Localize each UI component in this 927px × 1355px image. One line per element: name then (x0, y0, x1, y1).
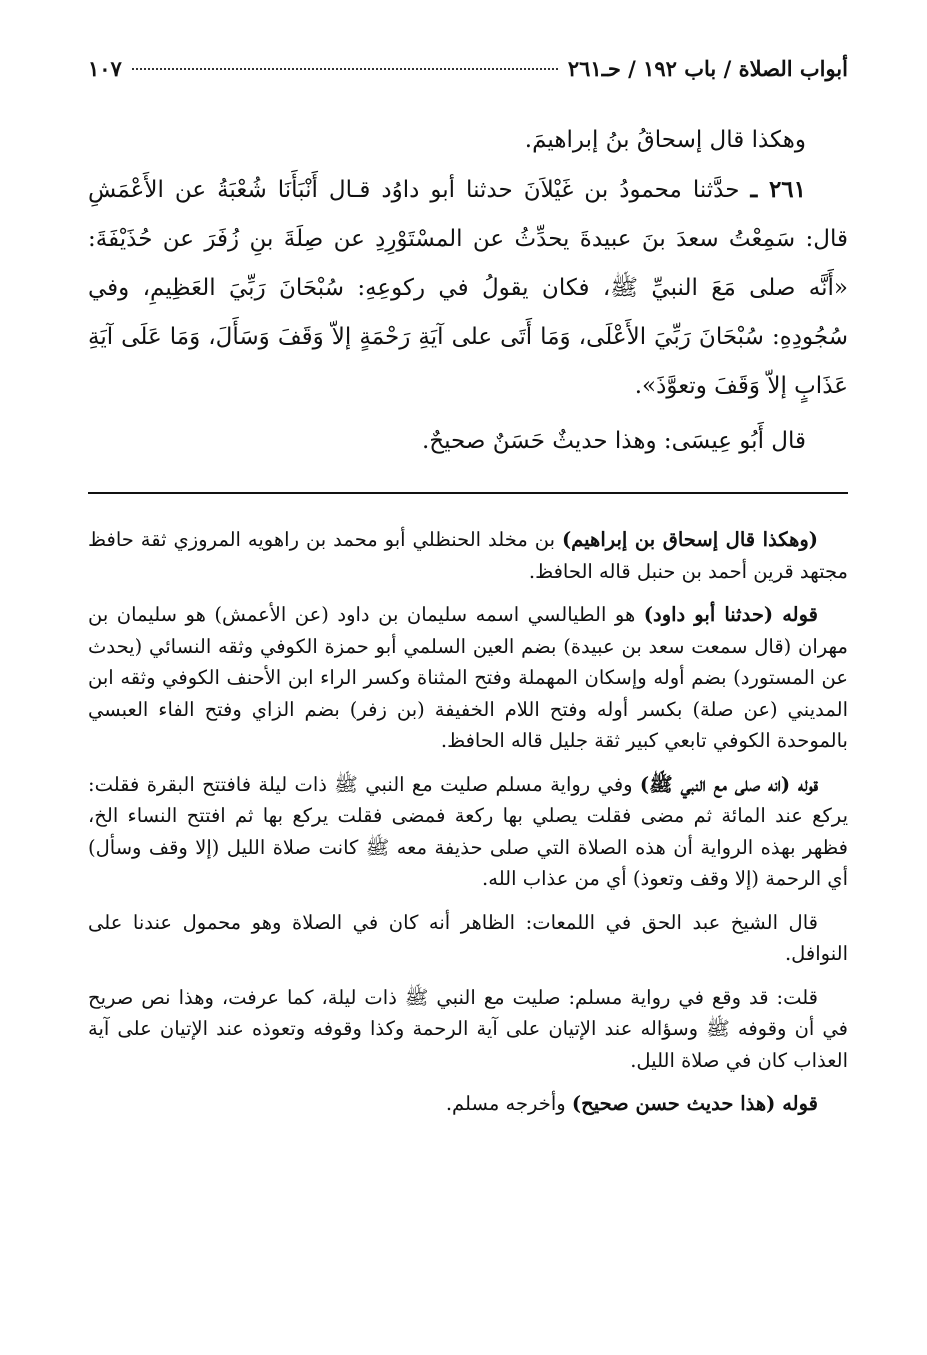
commentary-text: وفي رواية مسلم صليت مع النبي ﷺ ذات ليلة فافتتح البقرة فقلت: يركع عند المائة ثم مضى فقلت يصلي بها ركعة فمضى فقلت يركع بها ثم افتتح النساء الخ، فظهر بهذه الرواية أن هذه الصلاة التي صلى حذيفة معه ﷺ كانت صلاة الليل (إلا وقف وسأل) أي الرحمة (إلا وقف وتعوذ) أي من عذاب الله. (88, 772, 848, 890)
verdict-line: قال أَبُو عِيسَى: وهذا حديثٌ حَسَنٌ صحيحٌ. (421, 428, 806, 454)
leader-dots (132, 68, 558, 70)
commentary-text: قال الشيخ عبد الحق في اللمعات: الظاهر أنه كان في الصلاة وهو محمول عندنا على النوافل. (88, 910, 848, 965)
commentary-section (88, 524, 848, 1120)
commentary-lead: قوله (هذا حديث حسن صحيح) (571, 1092, 818, 1115)
commentary-text: بن مخلد الحنظلي أبو محمد بن راهويه المروزي ثقة حافظ مجتهد قرين أحمد بن حنبل قاله الحافظ. (88, 528, 848, 583)
hadith-number: ٢٦١ ـ (750, 176, 806, 203)
commentary-paragraph (88, 1088, 848, 1120)
commentary-text: وأخرجه مسلم. (445, 1092, 572, 1115)
commentary-text: هو الطيالسي اسمه سليمان بن داود (عن الأعمش) هو سليمان بن مهران (قال سمعت سعد بن عبيدة) بضم العين السلمي أبو حمزة الكوفي وثقه النسائي (يحدث عن المستورد) بضم أوله وإسكان المهملة وفتح المثناة وكسر الراء ابن الأحنف الكوفي وثقه ابن المديني (عن صلة) بكسر أوله وفتح اللام الخفيفة (بن زفر) بضم الزاي وفتح الفاء العبسي بالموحدة الكوفي تابعي كبير ثقة جليل قاله الحافظ. (88, 603, 848, 752)
hadith-paragraph (88, 165, 848, 411)
commentary-paragraph (88, 907, 848, 970)
commentary-lead: قوله (انه صلى مع النبي ﷺ) (639, 772, 818, 796)
hadith-main-text (88, 116, 848, 466)
commentary-lead: (وهكذا قال إسحاق بن إبراهيم) (561, 528, 818, 551)
intro-line: وهكذا قال إسحاقُ بنُ إبراهيمَ. (524, 127, 806, 153)
commentary-text: قلت: قد وقع في رواية مسلم: صليت مع النبي ﷺ ذات ليلة، كما عرفت، وهذا نص صريح في أن وقوفه ﷺ وسؤاله عند الإتيان على آية الرحمة وكذا وقوفه وتعوذه عند الإتيان على آية العذاب كان في صلاة الليل. (88, 985, 848, 1072)
book-page (88, 56, 848, 1132)
running-title: أبواب الصلاة / باب ١٩٢ / حـ٢٦١ (567, 56, 848, 81)
commentary-paragraph (88, 982, 848, 1077)
commentary-paragraph (88, 599, 848, 757)
commentary-lead: قوله (حدثنا أبو داود) (643, 603, 818, 626)
hadith-text: حدَّثنا محمودُ بن غَيْلاَنَ حدثنا أبو داوُد قـال أَنْبَأَنَا شُعْبَةُ عن الأَعْمَشِ قال: سَمِعْتُ سعدَ بنَ عبيدةَ يحدِّثُ عن المسْتَوْرِدِ عن صِلَةَ بنِ زُفَرَ عن حُذَيْفَةَ: «أَنَّه صلى مَعَ النبيِّ ﷺ، فكان يقولُ في ركوعِهِ: سُبْحَانَ رَبِّيَ العَظِيمِ، وفي سُجُودِهِ: سُبْحَانَ رَبِّيَ الأَعْلَى، وَمَا أَتَى على آيَةِ رَحْمَةٍ إلاّ وَقَفَ وَسَأَلَ، وَمَا عَلَى آيَةِ عَذَابٍ إلاّ وَقَفَ وتعوَّذَ». (88, 177, 848, 399)
page-number: ١٠٧ (88, 56, 122, 81)
running-header (88, 56, 848, 96)
footnote-separator (88, 492, 848, 494)
commentary-paragraph (88, 769, 848, 895)
commentary-paragraph (88, 524, 848, 587)
